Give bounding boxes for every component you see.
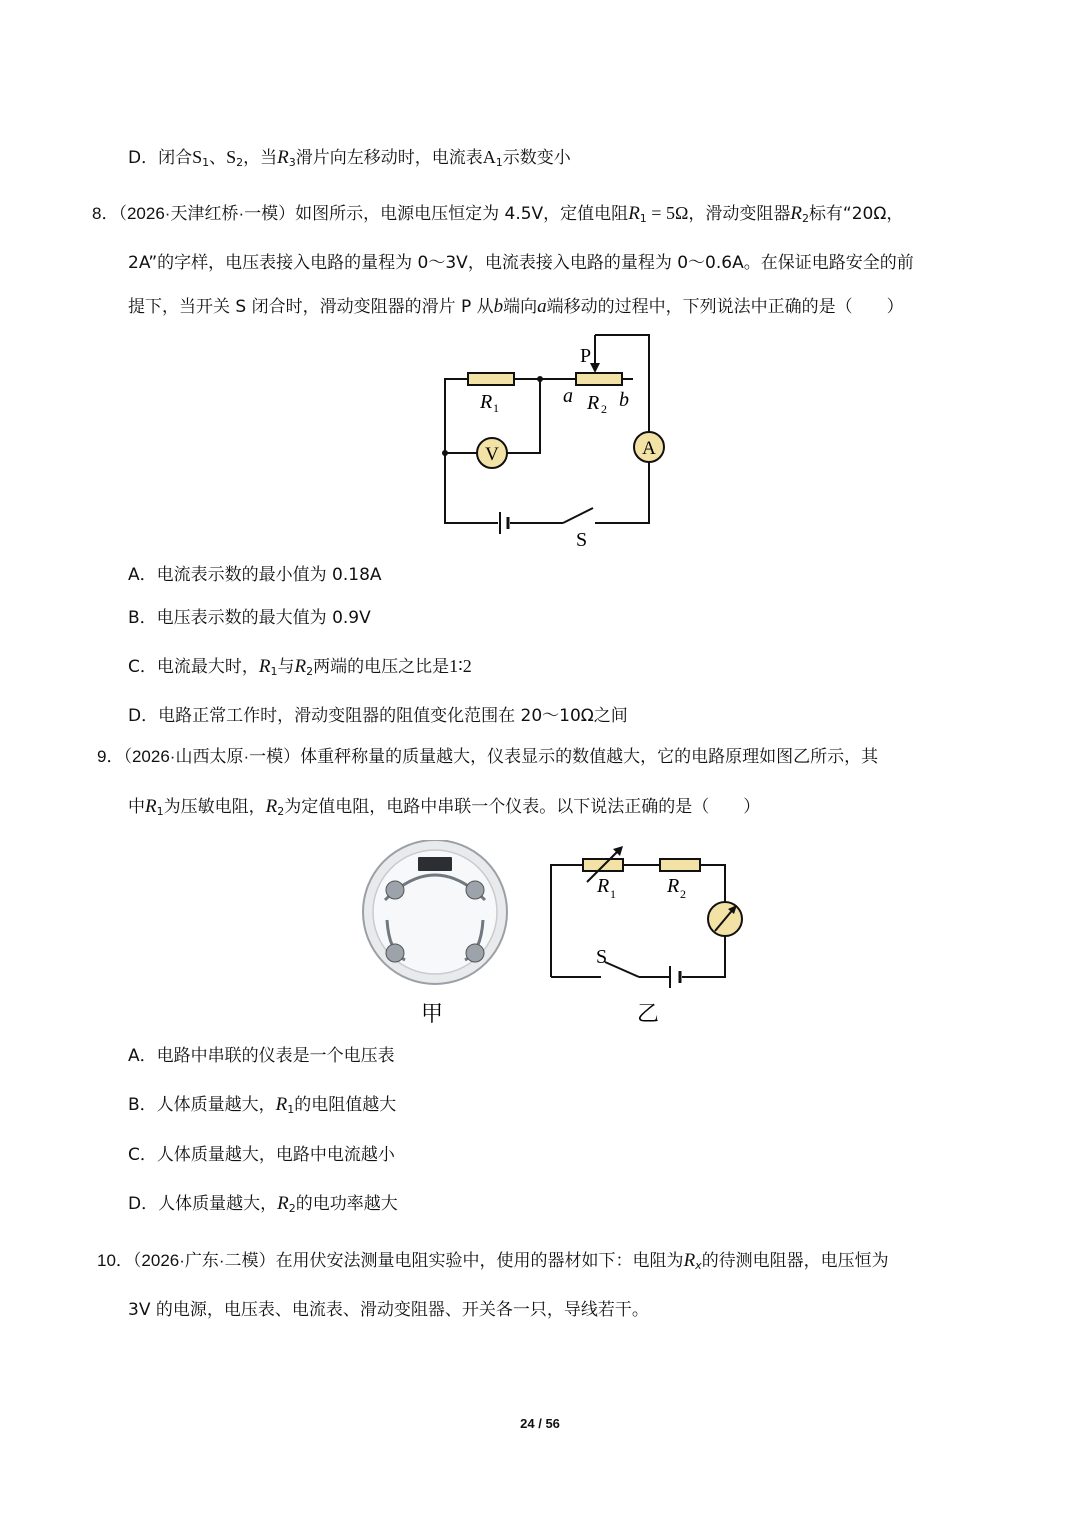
svg-text:S: S <box>596 946 608 968</box>
q8-slider-arrow <box>590 363 600 373</box>
svg-text:R: R <box>480 391 493 413</box>
svg-text:1: 1 <box>493 401 499 415</box>
svg-text:a: a <box>563 385 573 407</box>
q9-figure <box>355 840 755 1030</box>
q8-stem-line2: 2A”的字样，电压表接入电路的量程为 0～3V，电流表接入电路的量程为 0～0.6A。在保证电路安全的前 <box>128 253 914 273</box>
q9-resistor-r2 <box>660 859 700 871</box>
q8-resistor-r1 <box>468 373 514 385</box>
svg-text:甲: 甲 <box>421 1002 444 1027</box>
q9-stem-line1: 9．（2026·山西太原·一模）体重秤称量的质量越大，仪表显示的数值越大，它的电路原理如图乙所示，其 <box>97 747 879 767</box>
svg-text:V: V <box>485 444 499 465</box>
svg-text:1: 1 <box>610 887 616 901</box>
q8-option-d: D．电路正常工作时，滑动变阻器的阻值变化范围在 20～10Ω之间 <box>128 706 628 726</box>
q8-rheostat-r2 <box>576 373 622 385</box>
q7-option-d: D．闭合$S_1$、$S_2$，当$R_3$滑片向左移动时，电流表$A_1$示数变小 <box>128 147 571 169</box>
q8-option-b: B．电压表示数的最大值为 0.9V <box>128 608 371 628</box>
q8-stem-line3: 提下，当开关 S 闭合时，滑动变阻器的滑片 P 从b端向a端移动的过程中，下列说法中正确的是（ ） <box>128 296 904 317</box>
q9-stem-line2: 中$R_1$为压敏电阻，$R_2$为定值电阻，电路中串联一个仪表。以下说法正确的是（ ） <box>128 796 761 818</box>
q8-option-a: A．电流表示数的最小值为 0.18A <box>128 565 382 585</box>
svg-text:2: 2 <box>680 887 686 901</box>
svg-text:P: P <box>580 345 592 367</box>
q10-stem-line2: 3V 的电源，电压表、电流表、滑动变阻器、开关各一只，导线若干。 <box>128 1300 649 1320</box>
q9-option-d: D．人体质量越大，$R_2$的电功率越大 <box>128 1193 398 1215</box>
svg-text:2: 2 <box>601 402 607 416</box>
svg-text:乙: 乙 <box>637 1002 660 1027</box>
q9-option-a: A．电路中串联的仪表是一个电压表 <box>128 1046 395 1066</box>
svg-text:R: R <box>587 392 600 414</box>
q9-option-b: B．人体质量越大，$R_1$的电阻值越大 <box>128 1094 397 1116</box>
q9-bathroom-scale-image <box>363 840 507 984</box>
svg-text:b: b <box>619 389 629 411</box>
svg-text:R: R <box>667 875 680 897</box>
page-number: 24 / 56 <box>520 1416 560 1431</box>
svg-text:S: S <box>576 529 588 551</box>
q8-stem-line1: 8．（2026·天津红桥·一模）如图所示，电源电压恒定为 4.5V，定值电阻$R_1 = 5\Omega$，滑动变阻器$R_2$标有“20Ω， <box>92 203 904 225</box>
q8-option-c: C．电流最大时，$R_1$与$R_2$两端的电压之比是1∶2 <box>128 656 472 678</box>
svg-text:A: A <box>642 438 656 459</box>
q8-circuit-diagram <box>430 330 670 555</box>
svg-text:R: R <box>597 875 610 897</box>
q10-stem-line1: 10．（2026·广东·二模）在用伏安法测量电阻实验中，使用的器材如下：电阻为$R_x$的待测电阻器，电压恒为 <box>97 1250 889 1272</box>
q9-option-c: C．人体质量越大，电路中电流越小 <box>128 1145 395 1165</box>
